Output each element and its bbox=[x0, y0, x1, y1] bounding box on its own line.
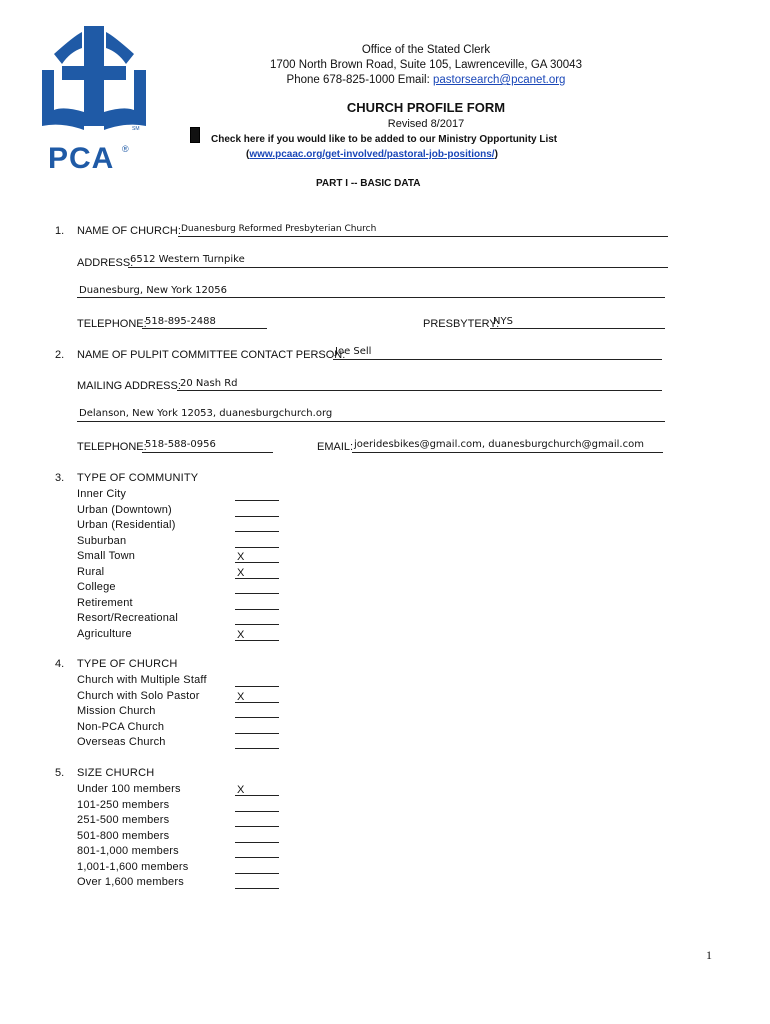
church-size-option-label: 801-1,000 members bbox=[77, 845, 179, 857]
contact-telephone-value[interactable]: 518-588-0956 bbox=[145, 439, 216, 450]
church-name-value[interactable]: Duanesburg Reformed Presbyterian Church bbox=[181, 224, 377, 234]
city-value[interactable]: Duanesburg, New York 12056 bbox=[79, 285, 227, 296]
church-size-option-blank[interactable] bbox=[235, 831, 279, 843]
form-title: CHURCH PROFILE FORM bbox=[346, 100, 506, 115]
address-line bbox=[128, 267, 668, 268]
address-value[interactable]: 6512 Western Turnpike bbox=[130, 254, 245, 265]
presbytery-line bbox=[490, 328, 665, 329]
contact-city-line bbox=[77, 421, 665, 422]
revised-date: Revised 8/2017 bbox=[387, 118, 465, 130]
mailing-address-label: MAILING ADDRESS: bbox=[77, 380, 181, 392]
church-type-option-blank[interactable] bbox=[235, 722, 279, 734]
community-option-label: Resort/Recreational bbox=[77, 612, 179, 624]
church-type-heading: TYPE OF CHURCH bbox=[77, 658, 178, 670]
church-type-option-blank[interactable] bbox=[235, 737, 279, 749]
community-heading: TYPE OF COMMUNITY bbox=[77, 472, 199, 484]
church-size-option-blank[interactable]: X bbox=[235, 784, 279, 796]
header-office: Office of the Stated Clerk bbox=[361, 44, 491, 56]
email-label: EMAIL: bbox=[317, 441, 354, 453]
contact-person-line bbox=[333, 359, 662, 360]
community-option-label: Agriculture bbox=[77, 627, 132, 640]
email-link[interactable]: pastorsearch@pcanet.org bbox=[432, 74, 566, 86]
church-size-option-blank[interactable] bbox=[235, 862, 279, 874]
section-1-number: 1. bbox=[55, 225, 65, 237]
community-option-label: Urban (Residential) bbox=[77, 519, 176, 531]
city-line bbox=[77, 297, 665, 298]
church-size-option-label: Under 100 members bbox=[77, 783, 181, 795]
email-value[interactable]: joeridesbikes@gmail.com, duanesburgchurch@gmail.com bbox=[354, 439, 644, 450]
church-type-option-label: Overseas Church bbox=[77, 736, 166, 748]
header-address: 1700 North Brown Road, Suite 105, Lawrenceville, GA 30043 bbox=[270, 59, 582, 71]
community-option-blank[interactable] bbox=[235, 505, 279, 517]
link-open-paren: ( bbox=[246, 149, 250, 160]
contact-telephone-line bbox=[142, 452, 273, 453]
church-type-option-label: Church with Multiple Staff bbox=[77, 674, 207, 686]
presbytery-value[interactable]: NYS bbox=[493, 316, 513, 327]
logo-text: PCA bbox=[48, 142, 115, 175]
church-type-option-blank[interactable] bbox=[235, 675, 279, 687]
church-size-option-blank[interactable] bbox=[235, 800, 279, 812]
community-option-blank[interactable] bbox=[235, 613, 279, 625]
community-option-label: Urban (Downtown) bbox=[77, 503, 172, 516]
contact-person-label: NAME OF PULPIT COMMITTEE CONTACT PERSON: bbox=[77, 349, 346, 361]
link-line bbox=[246, 149, 498, 160]
church-name-line bbox=[178, 236, 668, 237]
telephone-label: TELEPHONE: bbox=[77, 318, 147, 330]
presbytery-label: PRESBYTERY: bbox=[423, 318, 500, 330]
community-option-label: College bbox=[77, 581, 116, 593]
church-size-option-label: 1,001-1,600 members bbox=[77, 860, 189, 873]
community-option-blank[interactable] bbox=[235, 598, 279, 610]
contact-city-value[interactable]: Delanson, New York 12053, duanesburgchurch.org bbox=[79, 408, 333, 419]
part-heading: PART I -- BASIC DATA bbox=[316, 178, 421, 189]
job-positions-link[interactable]: www.pcaac.org/get-involved/pastoral-job-positions/ bbox=[249, 149, 495, 160]
church-type-option-blank[interactable] bbox=[235, 706, 279, 718]
checkbox-label: Check here if you would like to be added to our Ministry Opportunity List bbox=[211, 134, 558, 145]
community-option-label: Suburban bbox=[77, 534, 127, 547]
ministry-list-checkbox[interactable] bbox=[190, 127, 200, 143]
church-size-option-label: Over 1,600 members bbox=[77, 876, 184, 888]
contact-person-value[interactable]: Joe Sell bbox=[335, 346, 372, 357]
church-type-option-label: Church with Solo Pastor bbox=[77, 689, 200, 702]
church-size-option-label: 251-500 members bbox=[77, 814, 170, 826]
community-option-label: Rural bbox=[77, 565, 105, 578]
community-option-label: Inner City bbox=[77, 488, 127, 500]
church-size-option-label: 101-250 members bbox=[77, 798, 170, 811]
church-type-option-label: Mission Church bbox=[77, 705, 156, 717]
community-option-blank[interactable] bbox=[235, 582, 279, 594]
contact-telephone-label: TELEPHONE: bbox=[77, 441, 147, 453]
community-option-blank[interactable] bbox=[235, 536, 279, 548]
church-size-option-blank[interactable] bbox=[235, 846, 279, 858]
section-4-number: 4. bbox=[55, 658, 65, 670]
community-option-label: Small Town bbox=[77, 550, 136, 562]
header-contact bbox=[226, 73, 626, 88]
church-type-option-label: Non-PCA Church bbox=[77, 720, 165, 733]
cross-book-icon bbox=[40, 26, 150, 136]
pca-logo bbox=[40, 26, 150, 176]
church-name-label: NAME OF CHURCH: bbox=[77, 225, 181, 237]
telephone-value[interactable]: 518-895-2488 bbox=[145, 316, 216, 327]
email-line bbox=[352, 452, 663, 453]
section-2-number: 2. bbox=[55, 349, 65, 361]
section-5-number: 5. bbox=[55, 767, 65, 779]
mailing-address-line bbox=[177, 390, 662, 391]
church-size-heading: SIZE CHURCH bbox=[77, 767, 155, 779]
registered-mark: ® bbox=[122, 144, 129, 154]
section-3-number: 3. bbox=[55, 472, 65, 484]
church-size-option-label: 501-800 members bbox=[77, 829, 170, 842]
community-option-blank[interactable] bbox=[235, 489, 279, 501]
community-option-label: Retirement bbox=[77, 596, 133, 609]
mailing-address-value[interactable]: 20 Nash Rd bbox=[180, 378, 238, 389]
community-option-blank[interactable]: X bbox=[235, 567, 279, 579]
community-option-blank[interactable]: X bbox=[235, 629, 279, 641]
service-mark: SM bbox=[132, 126, 140, 132]
link-close-paren: ) bbox=[494, 149, 498, 160]
page-number: 1 bbox=[706, 948, 712, 962]
community-option-blank[interactable] bbox=[235, 520, 279, 532]
address-label: ADDRESS: bbox=[77, 257, 134, 269]
header-phone: Phone 678-825-1000 Email: bbox=[286, 74, 433, 86]
church-size-option-blank[interactable] bbox=[235, 815, 279, 827]
telephone-line bbox=[142, 328, 267, 329]
church-size-option-blank[interactable] bbox=[235, 877, 279, 889]
community-option-blank[interactable]: X bbox=[235, 551, 279, 563]
church-type-option-blank[interactable]: X bbox=[235, 691, 279, 703]
